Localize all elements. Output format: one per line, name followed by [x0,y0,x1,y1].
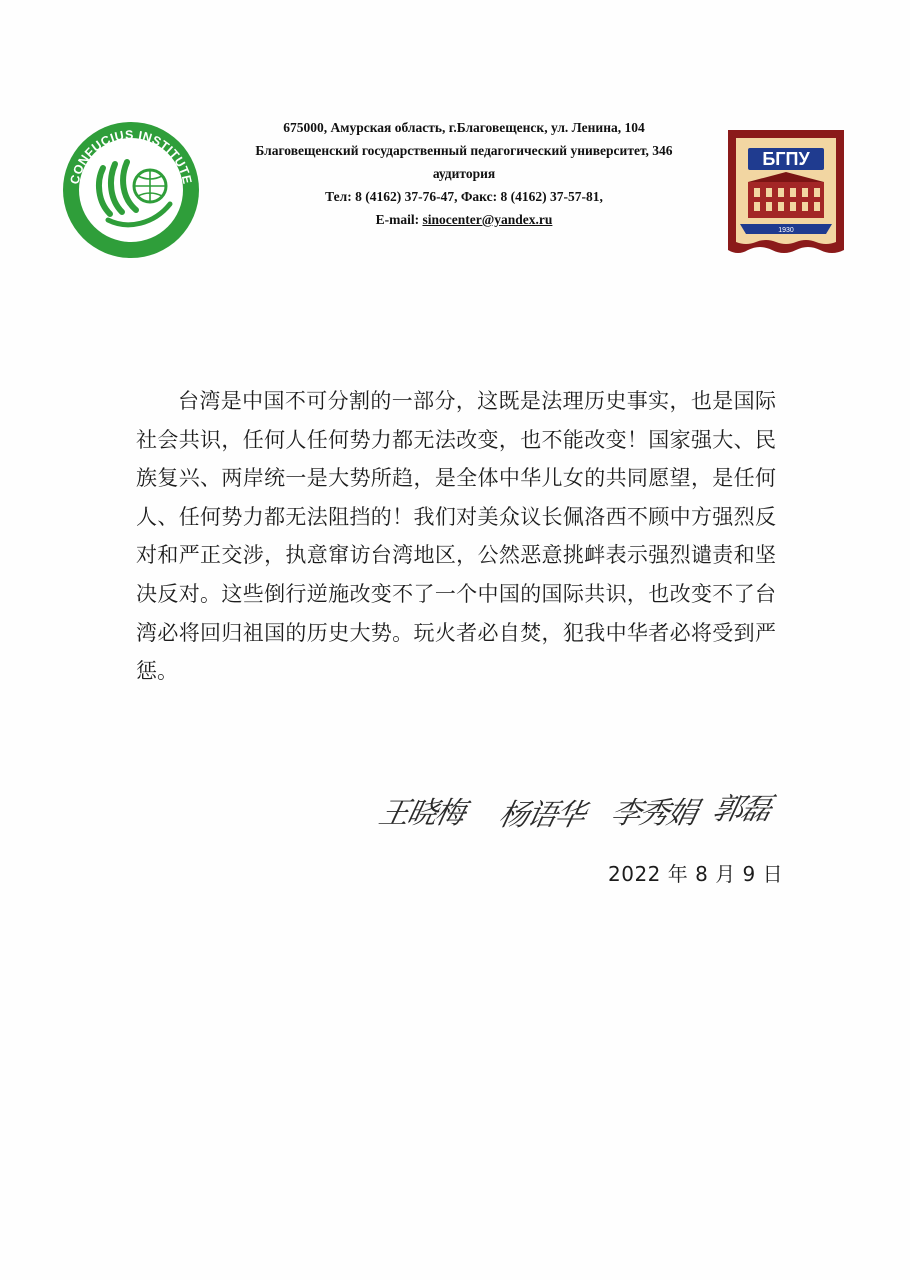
statement-paragraph: 台湾是中国不可分割的一部分，这既是法理历史事实，也是国际社会共识，任何人任何势力都无法改变，也不能改变！国家强大、民族复兴、两岸统一是大势所趋，是全体中华儿女的共同愿望，是任何人、任何势力都无法阻挡的！我们对美众议长佩洛西不顾中方强烈反对和严正交涉，执意窜访台湾地区，公然恶意挑衅表示强烈谴责和坚决反对。这些倒行逆施改变不了一个中国的国际共识，也改变不了台湾必将回归祖国的历史大势。玩火者必自焚，犯我中华者必将受到严惩。 [136,389,776,684]
svg-text:БГПУ: БГПУ [762,149,810,169]
email-label: E-mail: [375,212,423,227]
letter-date: 2022 年 8 月 9 日 [608,862,784,886]
letterhead-address [218,116,710,231]
university-line: Благовещенский государственный педагогический университет, 346 [255,143,673,158]
signature-1: 王晓梅 [375,796,467,831]
email-link[interactable]: sinocenter@yandex.ru [422,212,553,227]
address-line: 675000, Амурская область, г.Благовещенск, ул. Ленина, 104 [283,120,645,135]
email-line [218,208,710,231]
signature-2: 杨语华 [495,798,587,833]
room-line: аудитория [432,166,496,181]
svg-text:1930: 1930 [778,227,794,234]
bgpu-emblem [722,126,850,260]
svg-text:孔 子 学 院: 孔 子 学 院 [105,225,157,243]
signature-4: 郭磊 [709,792,773,827]
phone-fax-line: Тел: 8 (4162) 37-76-47, Факс: 8 (4162) 37-57-81, [325,189,603,204]
signatures [375,780,800,840]
signature-3: 李秀娟 [607,796,699,831]
confucius-institute-logo [58,120,204,260]
svg-text:CONFUCIUS INSTITUTE: CONFUCIUS INSTITUTE [67,127,195,186]
